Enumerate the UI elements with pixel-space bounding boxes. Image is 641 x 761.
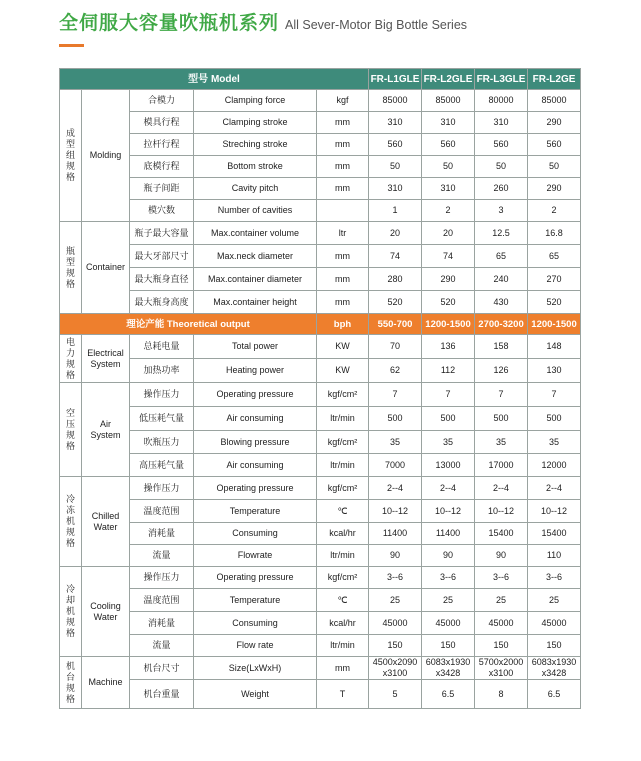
- param-name-cn: 模穴数: [130, 200, 194, 222]
- param-name-en: Bottom stroke: [194, 156, 317, 178]
- output-value: 1200-1500: [528, 314, 581, 335]
- param-name-en: Max.neck diameter: [194, 245, 317, 268]
- param-unit: mm: [317, 178, 369, 200]
- param-unit: kgf/cm²: [317, 567, 369, 589]
- output-label: 理论产能 Theoretical output: [60, 314, 317, 335]
- param-value: 3--6: [475, 567, 528, 589]
- param-value: 7: [528, 383, 581, 407]
- param-value: 2--4: [528, 477, 581, 500]
- param-name-en: Size(LxWxH): [194, 657, 317, 680]
- page-title: [59, 8, 467, 35]
- param-name-en: Number of cavities: [194, 200, 317, 222]
- title-chinese: 全伺服大容量吹瓶机系列: [59, 12, 280, 34]
- param-value: 290: [528, 178, 581, 200]
- table-row: [60, 680, 581, 709]
- param-value: 62: [369, 359, 422, 383]
- param-value: 520: [369, 291, 422, 314]
- param-unit: mm: [317, 291, 369, 314]
- param-value: 50: [528, 156, 581, 178]
- param-name-cn: 最大牙部尺寸: [130, 245, 194, 268]
- param-value: 260: [475, 178, 528, 200]
- param-name-cn: 消耗量: [130, 612, 194, 635]
- param-unit: KW: [317, 359, 369, 383]
- param-value: 65: [528, 245, 581, 268]
- model-label: 型号 Model: [60, 69, 369, 90]
- param-value: 6.5: [528, 680, 581, 709]
- param-value: 90: [369, 545, 422, 567]
- param-value: 85000: [369, 90, 422, 112]
- param-name-en: Operating pressure: [194, 383, 317, 407]
- param-value: 85000: [422, 90, 475, 112]
- param-value: 110: [528, 545, 581, 567]
- param-value: 10--12: [475, 500, 528, 523]
- param-unit: kgf/cm²: [317, 477, 369, 500]
- param-value: 310: [369, 178, 422, 200]
- param-name-en: Flow rate: [194, 635, 317, 657]
- param-value: 10--12: [528, 500, 581, 523]
- param-value: 74: [369, 245, 422, 268]
- table-row: [60, 657, 581, 680]
- output-value: 1200-1500: [422, 314, 475, 335]
- param-value: 3--6: [369, 567, 422, 589]
- output-row: [60, 314, 581, 335]
- param-name-en: Total power: [194, 335, 317, 359]
- table-row: [60, 178, 581, 200]
- param-value: 136: [422, 335, 475, 359]
- param-value: 112: [422, 359, 475, 383]
- param-value: 50: [369, 156, 422, 178]
- table-row: [60, 523, 581, 545]
- param-value: 10--12: [422, 500, 475, 523]
- param-value: 25: [422, 589, 475, 612]
- param-value: 290: [528, 112, 581, 134]
- param-name-cn: 瓶子最大容量: [130, 222, 194, 245]
- param-value: 11400: [422, 523, 475, 545]
- param-value: 35: [528, 431, 581, 454]
- group-label: 冷 却 机 规 格: [60, 567, 82, 657]
- param-value: 3: [475, 200, 528, 222]
- param-value: 10--12: [369, 500, 422, 523]
- table-row: [60, 134, 581, 156]
- param-value: 65: [475, 245, 528, 268]
- table-row: [60, 90, 581, 112]
- param-unit: mm: [317, 134, 369, 156]
- param-value: 280: [369, 268, 422, 291]
- section-label: Electrical System: [82, 335, 130, 383]
- param-value: 2--4: [369, 477, 422, 500]
- param-value: 310: [369, 112, 422, 134]
- param-value: 11400: [369, 523, 422, 545]
- param-value: 150: [422, 635, 475, 657]
- param-value: 20: [369, 222, 422, 245]
- table-row: [60, 291, 581, 314]
- param-value: 2: [422, 200, 475, 222]
- param-unit: mm: [317, 245, 369, 268]
- param-value: 12.5: [475, 222, 528, 245]
- param-value: 560: [528, 134, 581, 156]
- table-row: [60, 112, 581, 134]
- param-name-cn: 消耗量: [130, 523, 194, 545]
- section-label: Air System: [82, 383, 130, 477]
- param-value: 20: [422, 222, 475, 245]
- param-value: 150: [528, 635, 581, 657]
- param-unit: kcal/hr: [317, 612, 369, 635]
- param-value: 2--4: [475, 477, 528, 500]
- param-name-cn: 瓶子间距: [130, 178, 194, 200]
- param-value: 25: [528, 589, 581, 612]
- param-name-cn: 机台尺寸: [130, 657, 194, 680]
- param-name-en: Operating pressure: [194, 477, 317, 500]
- param-unit: ℃: [317, 589, 369, 612]
- param-value: 520: [528, 291, 581, 314]
- param-value: 310: [422, 112, 475, 134]
- param-name-en: Clamping force: [194, 90, 317, 112]
- param-unit: ltr: [317, 222, 369, 245]
- param-name-en: Temperature: [194, 500, 317, 523]
- param-name-en: Heating power: [194, 359, 317, 383]
- table-row: [60, 431, 581, 454]
- param-value: 5700x2000 x3100: [475, 657, 528, 680]
- table-row: [60, 359, 581, 383]
- param-value: 13000: [422, 454, 475, 477]
- param-name-en: Operating pressure: [194, 567, 317, 589]
- param-value: 16.8: [528, 222, 581, 245]
- param-value: 2: [528, 200, 581, 222]
- param-value: 520: [422, 291, 475, 314]
- param-value: 35: [369, 431, 422, 454]
- table-row: [60, 268, 581, 291]
- param-value: 500: [475, 407, 528, 431]
- param-name-cn: 机台重量: [130, 680, 194, 709]
- param-value: 240: [475, 268, 528, 291]
- param-value: 45000: [422, 612, 475, 635]
- param-value: 148: [528, 335, 581, 359]
- group-label: 冷 冻 机 规 格: [60, 477, 82, 567]
- table-row: [60, 407, 581, 431]
- group-label: 电 力 规 格: [60, 335, 82, 383]
- param-value: 6083x1930 x3428: [422, 657, 475, 680]
- param-value: 70: [369, 335, 422, 359]
- param-value: 50: [475, 156, 528, 178]
- param-value: 7: [369, 383, 422, 407]
- param-unit: mm: [317, 657, 369, 680]
- param-value: 310: [475, 112, 528, 134]
- param-value: 45000: [369, 612, 422, 635]
- param-value: 500: [422, 407, 475, 431]
- param-unit: mm: [317, 156, 369, 178]
- param-value: 50: [422, 156, 475, 178]
- model-name: FR-L1GLE: [369, 69, 422, 90]
- group-label: 成 型 组 规 格: [60, 90, 82, 222]
- param-value: 85000: [528, 90, 581, 112]
- param-name-en: Consuming: [194, 523, 317, 545]
- table-row: [60, 545, 581, 567]
- param-name-cn: 操作压力: [130, 477, 194, 500]
- param-value: 12000: [528, 454, 581, 477]
- spec-table: [59, 68, 581, 709]
- param-unit: ltr/min: [317, 635, 369, 657]
- table-row: [60, 612, 581, 635]
- param-name-en: Air consuming: [194, 454, 317, 477]
- param-value: 126: [475, 359, 528, 383]
- output-unit: bph: [317, 314, 369, 335]
- param-name-en: Flowrate: [194, 545, 317, 567]
- param-name-cn: 合模力: [130, 90, 194, 112]
- param-name-cn: 低压耗气量: [130, 407, 194, 431]
- param-value: 6.5: [422, 680, 475, 709]
- model-name: FR-L2GE: [528, 69, 581, 90]
- param-value: 560: [475, 134, 528, 156]
- table-row: [60, 477, 581, 500]
- param-name-en: Blowing pressure: [194, 431, 317, 454]
- param-unit: ℃: [317, 500, 369, 523]
- param-name-en: Temperature: [194, 589, 317, 612]
- section-label: Chilled Water: [82, 477, 130, 567]
- param-name-cn: 温度范围: [130, 500, 194, 523]
- param-unit: mm: [317, 268, 369, 291]
- param-unit: kcal/hr: [317, 523, 369, 545]
- param-unit: kgf: [317, 90, 369, 112]
- param-value: 430: [475, 291, 528, 314]
- table-row: [60, 335, 581, 359]
- param-value: 150: [369, 635, 422, 657]
- param-value: 158: [475, 335, 528, 359]
- table-row: [60, 589, 581, 612]
- param-unit: ltr/min: [317, 545, 369, 567]
- param-unit: KW: [317, 335, 369, 359]
- param-unit: ltr/min: [317, 407, 369, 431]
- section-label: Container: [82, 222, 130, 314]
- table-row: [60, 635, 581, 657]
- group-label: 瓶 型 规 格: [60, 222, 82, 314]
- param-value: 150: [475, 635, 528, 657]
- param-name-en: Consuming: [194, 612, 317, 635]
- param-value: 7: [475, 383, 528, 407]
- param-name-cn: 流量: [130, 545, 194, 567]
- param-name-en: Weight: [194, 680, 317, 709]
- param-value: 35: [475, 431, 528, 454]
- title-english: All Sever-Motor Big Bottle Series: [285, 18, 468, 32]
- param-name-cn: 最大瓶身高度: [130, 291, 194, 314]
- output-value: 550-700: [369, 314, 422, 335]
- param-value: 4500x2090 x3100: [369, 657, 422, 680]
- param-value: 270: [528, 268, 581, 291]
- table-row: [60, 383, 581, 407]
- section-label: Molding: [82, 90, 130, 222]
- param-unit: ltr/min: [317, 454, 369, 477]
- param-value: 6083x1930 x3428: [528, 657, 581, 680]
- param-name-en: Streching stroke: [194, 134, 317, 156]
- param-value: 560: [369, 134, 422, 156]
- param-value: 500: [369, 407, 422, 431]
- param-name-cn: 拉杆行程: [130, 134, 194, 156]
- param-value: 2--4: [422, 477, 475, 500]
- param-value: 90: [475, 545, 528, 567]
- model-name: FR-L3GLE: [475, 69, 528, 90]
- param-name-en: Cavity pitch: [194, 178, 317, 200]
- param-value: 1: [369, 200, 422, 222]
- table-row: [60, 200, 581, 222]
- param-name-cn: 操作压力: [130, 383, 194, 407]
- param-value: 5: [369, 680, 422, 709]
- param-value: 45000: [475, 612, 528, 635]
- title-accent-line: [59, 44, 84, 47]
- param-name-cn: 吹瓶压力: [130, 431, 194, 454]
- param-name-cn: 模具行程: [130, 112, 194, 134]
- param-value: 74: [422, 245, 475, 268]
- param-value: 8: [475, 680, 528, 709]
- table-row: [60, 454, 581, 477]
- group-label: 空 压 规 格: [60, 383, 82, 477]
- param-name-cn: 流量: [130, 635, 194, 657]
- section-label: Cooling Water: [82, 567, 130, 657]
- param-value: 80000: [475, 90, 528, 112]
- param-value: 90: [422, 545, 475, 567]
- param-unit: T: [317, 680, 369, 709]
- model-name: FR-L2GLE: [422, 69, 475, 90]
- param-name-en: Max.container diameter: [194, 268, 317, 291]
- table-row: [60, 567, 581, 589]
- param-name-cn: 温度范围: [130, 589, 194, 612]
- section-label: Machine: [82, 657, 130, 709]
- table-row: [60, 156, 581, 178]
- table-row: [60, 500, 581, 523]
- param-name-cn: 总耗电量: [130, 335, 194, 359]
- param-name-cn: 底模行程: [130, 156, 194, 178]
- param-value: 45000: [528, 612, 581, 635]
- param-value: 3--6: [422, 567, 475, 589]
- param-value: 25: [369, 589, 422, 612]
- param-name-en: Clamping stroke: [194, 112, 317, 134]
- param-value: 310: [422, 178, 475, 200]
- param-value: 25: [475, 589, 528, 612]
- param-name-cn: 操作压力: [130, 567, 194, 589]
- param-value: 35: [422, 431, 475, 454]
- param-value: 15400: [528, 523, 581, 545]
- output-value: 2700-3200: [475, 314, 528, 335]
- param-value: 130: [528, 359, 581, 383]
- table-header-row: [60, 69, 581, 90]
- param-value: 17000: [475, 454, 528, 477]
- param-unit: kgf/cm²: [317, 383, 369, 407]
- param-name-en: Air consuming: [194, 407, 317, 431]
- param-name-cn: 加热功率: [130, 359, 194, 383]
- param-value: 560: [422, 134, 475, 156]
- param-name-cn: 高压耗气量: [130, 454, 194, 477]
- table-row: [60, 245, 581, 268]
- param-value: 500: [528, 407, 581, 431]
- param-unit: kgf/cm²: [317, 431, 369, 454]
- param-value: 3--6: [528, 567, 581, 589]
- param-name-cn: 最大瓶身直径: [130, 268, 194, 291]
- param-value: 15400: [475, 523, 528, 545]
- param-unit: mm: [317, 112, 369, 134]
- table-row: [60, 222, 581, 245]
- param-value: 7000: [369, 454, 422, 477]
- param-value: 290: [422, 268, 475, 291]
- param-name-en: Max.container height: [194, 291, 317, 314]
- group-label: 机 台 规 格: [60, 657, 82, 709]
- param-unit: [317, 200, 369, 222]
- param-value: 7: [422, 383, 475, 407]
- param-name-en: Max.container volume: [194, 222, 317, 245]
